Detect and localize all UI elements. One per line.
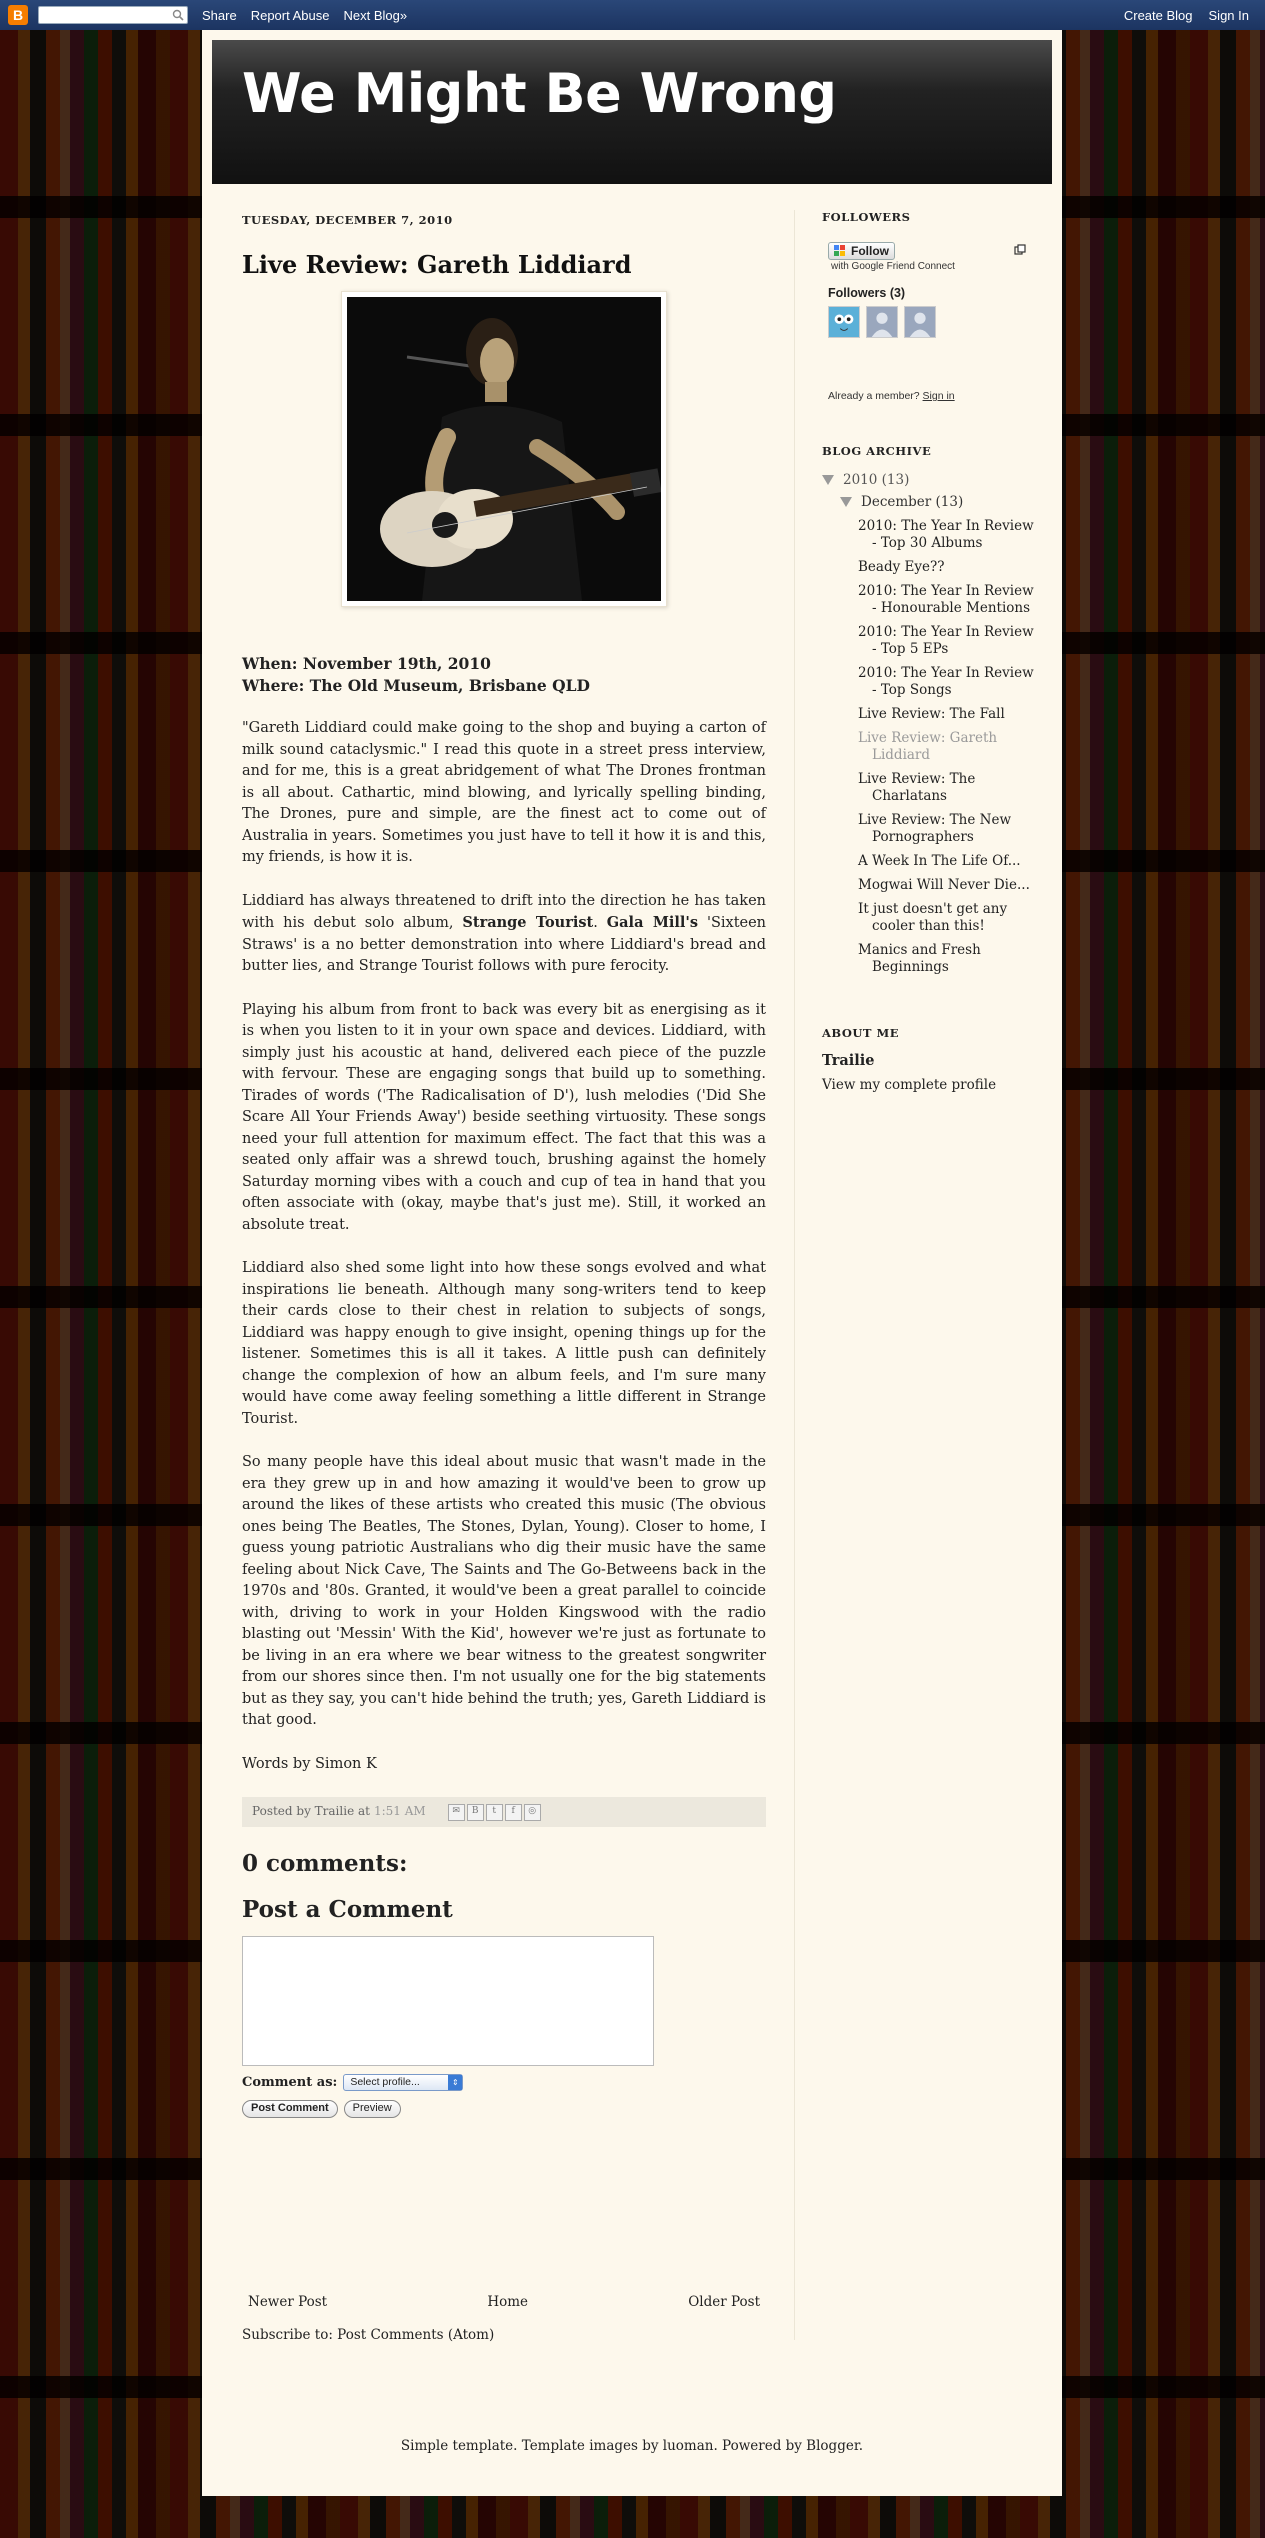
attribution-footer: Simple template. Template images by luoman. Powered by Blogger.: [400, 2438, 864, 2454]
avatar[interactable]: [866, 306, 898, 338]
archive-post-link[interactable]: 2010: The Year In Review - Honourable Mentions: [858, 583, 1034, 616]
triangle-down-icon[interactable]: [822, 475, 834, 485]
buzz-icon[interactable]: ◎: [524, 1804, 541, 1821]
comment-textarea[interactable]: [242, 1936, 654, 2066]
search-icon[interactable]: [172, 9, 184, 21]
post-paragraph-2: Liddiard has always threatened to drift into the direction he has taken with his debut solo album, Strange Tourist. Gala Mill's 'Sixteen Straws' is a no better demonstration into where Liddiard's bread and butter lies, and Strange Tourist follows with pure ferocity.: [242, 892, 767, 974]
archive-post-link[interactable]: Live Review: The New Pornographers: [858, 812, 1012, 845]
view-profile-link[interactable]: View my complete profile: [822, 1077, 997, 1093]
archive-month-december[interactable]: December (13): [840, 494, 1042, 510]
follower-avatars: [828, 306, 1042, 338]
comment-as-label: Comment as:: [242, 2075, 338, 2090]
posted-by: Posted by Trailie at: [252, 1804, 370, 1819]
popout-icon[interactable]: [1014, 244, 1026, 256]
archive-post-link[interactable]: Mogwai Will Never Die...: [858, 877, 1030, 893]
comment-as-row: [242, 2072, 766, 2094]
create-blog-link[interactable]: Create Blog: [1123, 7, 1193, 23]
post-title[interactable]: Live Review: Gareth Liddiard: [242, 249, 632, 279]
blogger-logo-icon[interactable]: B: [8, 5, 28, 25]
post-photo[interactable]: [341, 291, 667, 607]
avatar[interactable]: [904, 306, 936, 338]
archive-post-link[interactable]: 2010: The Year In Review - Top 30 Albums: [858, 518, 1034, 551]
twitter-icon[interactable]: t: [486, 1804, 503, 1821]
gfc-text: with Google Friend Connect: [831, 261, 955, 272]
event-where: Where: The Old Museum, Brisbane QLD: [242, 675, 590, 695]
home-link[interactable]: Home: [487, 2294, 529, 2310]
share-link[interactable]: Share: [202, 7, 237, 23]
share-buttons: [448, 1804, 543, 1821]
post-paragraph-1: "Gareth Liddiard could make going to the shop and buying a carton of milk sound cataclysmic." I read this quote in a street press interview, and for me, this is a great abridgement of what The Drones frontman is all about. Cathartic, mind blowing, and lyrically spelling binding, The Drones, pure and simple, are the finest act to come out of Australia in years. Sometimes you just have to tell it how it is and this, my friends, is how it is.: [242, 720, 766, 865]
archive-post-link[interactable]: Live Review: The Fall: [858, 706, 1005, 722]
archive-post-link[interactable]: It just doesn't get any cooler than this!: [858, 901, 1008, 934]
older-post-link[interactable]: Older Post: [688, 2294, 760, 2310]
archive-post-link[interactable]: Manics and Fresh Beginnings: [858, 942, 981, 975]
archive-year-2010[interactable]: 2010 (13): [822, 472, 1042, 488]
sidebar: [822, 210, 1042, 1093]
column-divider: [794, 210, 795, 2340]
gfc-sign-in-link[interactable]: Sign in: [922, 390, 955, 402]
track-ref: Gala Mill's: [606, 914, 699, 931]
followers-count: Followers (3): [828, 286, 906, 300]
blogger-navbar: [0, 0, 1265, 30]
google-friend-connect-icon: [834, 245, 846, 257]
blog-title[interactable]: We Might Be Wrong: [242, 62, 837, 125]
subscribe-link[interactable]: Subscribe to: Post Comments (Atom): [242, 2327, 495, 2343]
about-heading: ABOUT ME: [822, 1026, 899, 1040]
post-date: TUESDAY, DECEMBER 7, 2010: [242, 213, 453, 227]
followers-heading: FOLLOWERS: [822, 210, 911, 224]
blog-pager: [242, 2294, 766, 2310]
archive-heading: BLOG ARCHIVE: [822, 444, 932, 458]
archive-post-link[interactable]: Live Review: The Charlatans: [858, 771, 976, 804]
content-outer: [202, 30, 1062, 2496]
archive-post-link[interactable]: 2010: The Year In Review - Top 5 EPs: [858, 624, 1034, 657]
report-abuse-link[interactable]: Report Abuse: [250, 7, 330, 23]
archive-post-link[interactable]: 2010: The Year In Review - Top Songs: [858, 665, 1034, 698]
already-member: Already a member? Sign in: [828, 390, 955, 402]
newer-post-link[interactable]: Newer Post: [248, 2294, 328, 2310]
main-column: [242, 210, 766, 2118]
post-timestamp[interactable]: 1:51 AM: [373, 1804, 426, 1819]
post-comment-heading: Post a Comment: [242, 1895, 453, 1923]
post-comment-button[interactable]: Post Comment: [242, 2100, 338, 2118]
preview-button[interactable]: Preview: [344, 2100, 401, 2118]
navbar-search-input[interactable]: [38, 6, 188, 24]
comment-buttons: [242, 2100, 766, 2118]
post-paragraph-3: Playing his album from front to back was every bit as energising as it is when you listen to it in your own space and devices. Liddiard, with simply just his acoustic at hand, delivered each piece of the puzzle with fervour. These are engaging songs that build up to something. Tirades of words ('The Radicalisation of D'), lush melodies ('Did She Scare All Your Friends Away') beside seething virtuosity. These songs need your full attention for maximum effect. The fact that this was a seated only affair was a shrewd touch, brushing against the homely Saturday morning vibes with a couch and cup of tea in hand that you often associate with (okay, maybe that's just me). Still, it worked an absolute treat.: [242, 1001, 766, 1233]
facebook-icon[interactable]: f: [505, 1804, 522, 1821]
archive-post-list: [858, 518, 1042, 976]
select-arrow-icon: ⇕: [448, 2075, 462, 2090]
post-byline: Words by Simon K: [242, 1755, 377, 1772]
event-when: When: November 19th, 2010: [242, 654, 491, 673]
archive-post-current: Live Review: Gareth Liddiard: [858, 730, 998, 763]
archive-post-link[interactable]: Beady Eye??: [858, 559, 945, 575]
archive-post-link[interactable]: A Week In The Life Of...: [858, 853, 1021, 869]
post-paragraph-4: Liddiard also shed some light into how these songs evolved and what inspirations lie beneath. Although many song-writers tend to keep their cards close to their chest in relation to subjects of songs, Liddiard was happy enough to give insight, opening things up for the listener. Sometimes this is all it takes. A little push can definitely change the complexion of how an album feels, and I'm sure many would have come away feeling something a little different in Strange Tourist.: [242, 1260, 766, 1427]
blogthis-icon[interactable]: B: [467, 1804, 484, 1821]
followers-widget: [822, 242, 1042, 402]
post-paragraph-5: So many people have this ideal about music that wasn't made in the era they grew up in and how amazing it would've been to grow up around the likes of these artists who created this music (The obvious ones being The Beatles, The Stones, Dylan, Young). Closer to home, I guess young patriotic Australians who dig their music have the same feeling about Nick Cave, The Saints and The Go-Betweens back in the 1970s and '80s. Granted, it would've been a great parallel to coincide with, driving to work in your Holden Kingswood with the radio blasting out 'Messin' With the Kid', however we're just as fortunate to be living in an era where we bear witness to the greatest songwriter from our shores since then. I'm not usually one for the big statements but as they say, you can't hide behind the truth; yes, Gareth Liddiard is that good.: [242, 1454, 766, 1728]
triangle-down-icon[interactable]: [840, 497, 852, 507]
avatar[interactable]: [828, 306, 860, 338]
album-name: Strange Tourist: [462, 914, 594, 931]
follow-button[interactable]: Follow: [828, 242, 895, 260]
email-icon[interactable]: ✉: [448, 1804, 465, 1821]
guitarist-photo-image: [347, 297, 661, 601]
sign-in-link[interactable]: Sign In: [1208, 7, 1249, 23]
comments-count-heading: 0 comments:: [242, 1850, 408, 1877]
profile-name[interactable]: Trailie: [822, 1052, 875, 1069]
event-info: [242, 653, 766, 696]
post-footer: [242, 1797, 766, 1827]
blog-header: [212, 40, 1052, 184]
next-blog-link[interactable]: Next Blog»: [343, 7, 408, 23]
profile-select[interactable]: Select profile... ⇕: [343, 2074, 463, 2091]
